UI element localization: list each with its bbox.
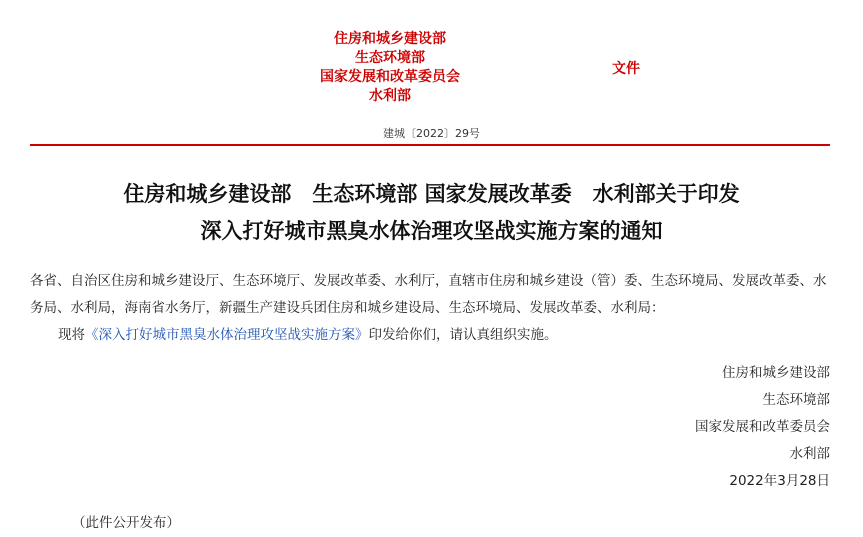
document-body [30,268,832,349]
signature-block [695,360,830,495]
document-number: 建城〔2022〕29号 [383,127,480,140]
issuer-name: 水利部 [369,88,411,104]
issuer-name: 国家发展和改革委员会 [320,69,460,85]
signature-name: 国家发展和改革委员会 [695,419,830,435]
title-line-2: 深入打好城市黑臭水体治理攻坚战实施方案的通知 [200,219,663,243]
signature-name: 住房和城乡建设部 [722,365,830,381]
paragraph-prefix: 现将 [58,327,85,343]
signature-date: 2022年3月28日 [729,473,830,489]
red-divider [30,144,830,146]
signature-name: 生态环境部 [762,392,830,408]
signature-name: 水利部 [789,446,830,462]
title-line-1: 住房和城乡建设部 生态环境部 国家发展改革委 水利部关于印发 [123,182,740,206]
issuer-name: 生态环境部 [355,50,425,66]
paragraph-suffix: 印发给你们，请认真组织实施。 [368,327,558,343]
issuer-name: 住房和城乡建设部 [334,31,446,47]
addressee-paragraph: 各省、自治区住房和城乡建设厅、生态环境厅、发展改革委、水利厅，直辖市住房和城乡建设（管）委、生态环境局、发展改革委、水务局、水利局，海南省水务厅，新疆生产建设兵团住房和城乡建设局、生态环境局、发展改革委、水利局： [30,273,827,316]
main-paragraph [30,322,832,349]
document-label: 文件 [612,61,640,77]
issuer-block [300,30,480,106]
plan-document-link[interactable]: 《深入打好城市黑臭水体治理攻坚战实施方案》 [85,327,369,343]
publication-note: （此件公开发布） [72,515,180,531]
document-title [0,176,863,250]
